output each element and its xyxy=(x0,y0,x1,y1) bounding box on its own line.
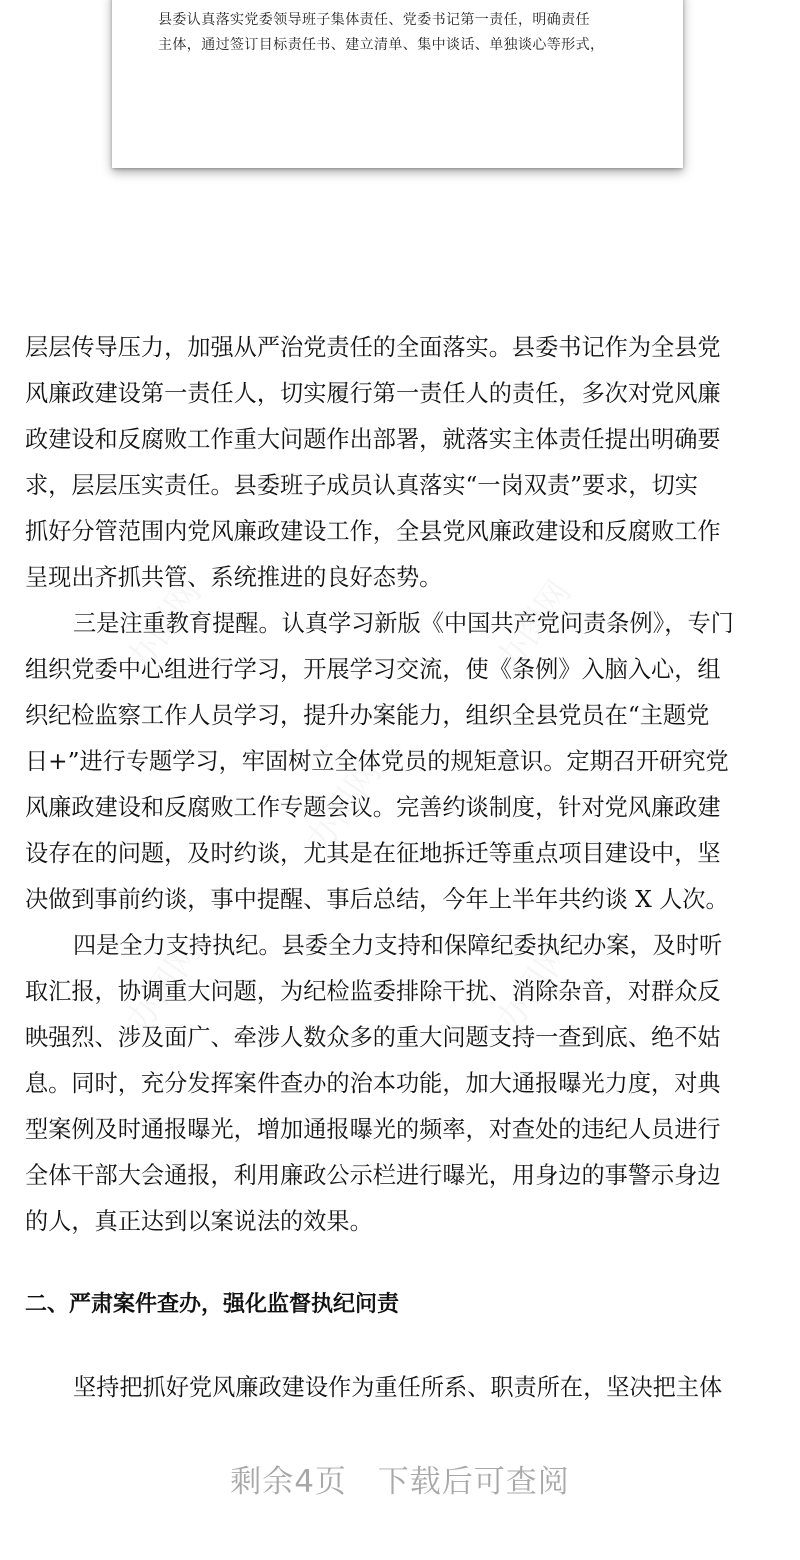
paragraph-line: 的人，真正达到以案说法的效果。 xyxy=(25,1208,373,1235)
paragraph-4 xyxy=(25,1365,777,1411)
paragraph-line: 坚持把抓好党风廉政建设作为重任所系、职责所在，坚决把主体 xyxy=(73,1374,723,1401)
preview-card xyxy=(112,0,683,168)
remaining-pages-label[interactable]: 剩余4页 xyxy=(230,1464,347,1500)
paragraph-line: 呈现出齐抓共管、系统推进的良好态势。 xyxy=(25,564,443,591)
paragraph-line: 抓好分管范围内党风廉政建设工作，全县党风廉政建设和反腐败工作 xyxy=(25,518,721,545)
paragraph-line: 取汇报，协调重大问题，为纪检监委排除干扰、消除杂音，对群众反 xyxy=(25,978,721,1005)
paragraph-line: 决做到事前约谈，事中提醒、事后总结，今年上半年共约谈 X 人次。 xyxy=(25,886,729,913)
paragraph-line: 风廉政建设第一责任人，切实履行第一责任人的责任，多次对党风廉 xyxy=(25,380,721,407)
paragraph-line: 设存在的问题，及时约谈，尤其是在征地拆迁等重点项目建设中，坚 xyxy=(25,840,721,867)
paragraph-3 xyxy=(25,923,777,1245)
paragraph-line: 映强烈、涉及面广、牵涉人数众多的重大问题支持一查到底、绝不姑 xyxy=(25,1024,721,1051)
paragraph-line: 全体干部大会通报，利用廉政公示栏进行曝光，用身边的事警示身边 xyxy=(25,1162,721,1189)
paragraph-line: 风廉政建设和反腐败工作专题会议。完善约谈制度，针对党风廉政建 xyxy=(25,794,721,821)
paragraph-line: 政建设和反腐败工作重大问题作出部署，就落实主体责任提出明确要 xyxy=(25,426,721,453)
paragraph-line: 组织党委中心组进行学习，开展学习交流，使《条例》入脑入心，组 xyxy=(25,656,721,683)
download-to-view-label[interactable]: 下载后可查阅 xyxy=(377,1464,570,1500)
paragraph-line: 四是全力支持执纪。县委全力支持和保障纪委执纪办案，及时听 xyxy=(73,932,723,959)
paragraph-line: 型案例及时通报曝光，增加通报曝光的频率，对查处的违纪人员进行 xyxy=(25,1116,721,1143)
preview-line-2: 主体，通过签订目标责任书、建立清单、集中谈话、单独谈心等形式， xyxy=(158,37,605,53)
watermark: 办图网 xyxy=(118,933,210,1040)
paragraph-line: 织纪检监察工作人员学习，提升办案能力，组织全县党员在“主题党 xyxy=(25,702,710,729)
paragraph-line: 求，层层压实责任。县委班子成员认真落实“一岗双责”要求，切实 xyxy=(25,472,698,499)
section-heading: 二、严肃案件查办，强化监督执纪问责 xyxy=(25,1292,400,1317)
paragraph-line: 层层传导压力，加强从严治党责任的全面落实。县委书记作为全县党 xyxy=(25,334,721,361)
watermark: 办图网 xyxy=(488,933,580,1040)
paragraph-line: 息。同时，充分发挥案件查办的治本功能，加大通报曝光力度，对典 xyxy=(25,1070,721,1097)
paragraph-line: 三是注重教育提醒。认真学习新版《中国共产党问责条例》，专门 xyxy=(73,610,734,637)
watermark: 办图网 xyxy=(298,753,390,860)
download-prompt[interactable] xyxy=(0,1450,800,1514)
paragraph-line: 日+”进行专题学习，牢固树立全体党员的规矩意识。定期召开研究党 xyxy=(25,748,729,775)
preview-line-1: 县委认真落实党委领导班子集体责任、党委书记第一责任，明确责任 xyxy=(158,12,590,28)
watermark: 办图网 xyxy=(118,573,210,680)
paragraph-2 xyxy=(25,601,777,923)
paragraph-1 xyxy=(25,325,777,601)
watermark: 办图网 xyxy=(488,573,580,680)
